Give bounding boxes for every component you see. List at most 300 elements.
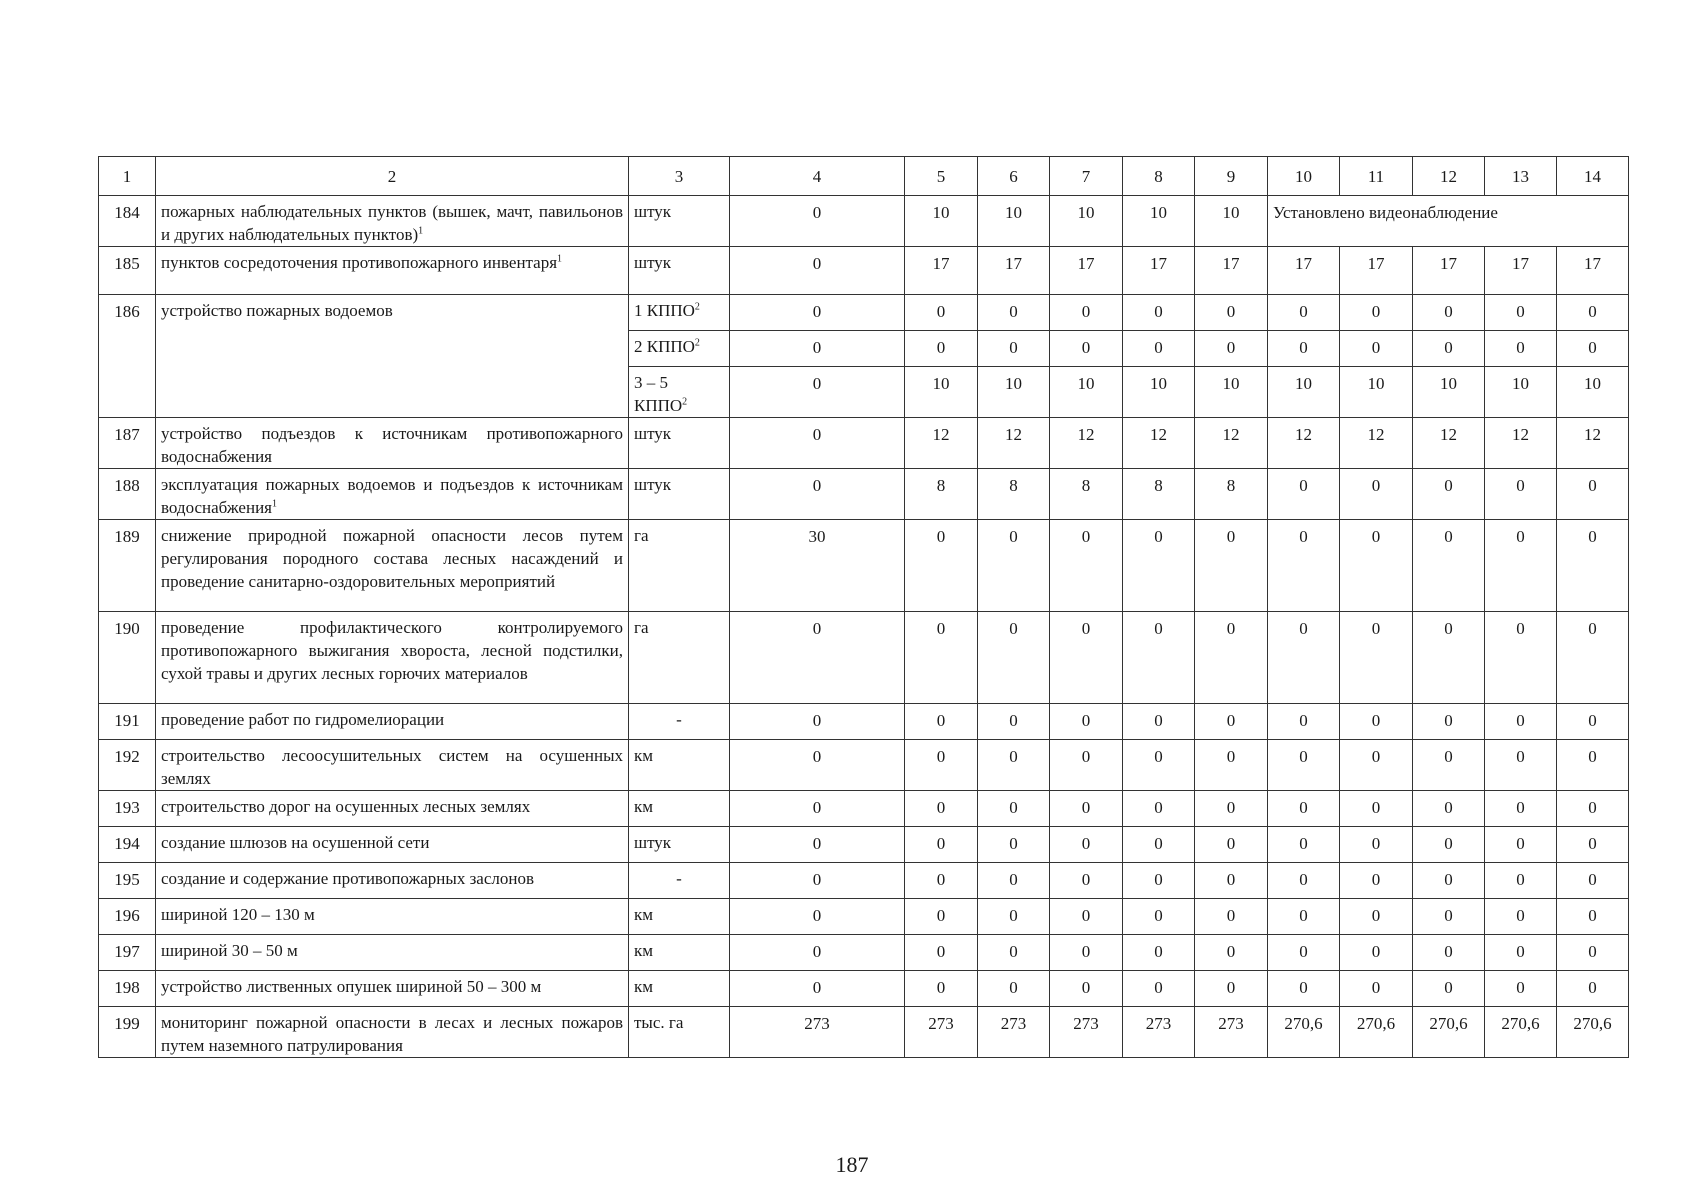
value-cell: 0	[1557, 331, 1629, 367]
value-cell: 270,6	[1340, 1007, 1413, 1058]
value-cell: 0	[1123, 331, 1195, 367]
value-cell: 17	[1413, 247, 1485, 295]
value-cell: 0	[1195, 971, 1268, 1007]
unit-cell	[629, 704, 730, 740]
row-name	[156, 704, 629, 740]
value-cell: 0	[1123, 935, 1195, 971]
row-name	[156, 196, 629, 247]
value-cell: 0	[730, 863, 905, 899]
unit-cell	[629, 520, 730, 612]
unit-text: штук	[634, 202, 672, 221]
table-row	[99, 612, 1629, 704]
value-cell: 273	[1195, 1007, 1268, 1058]
value-cell: 0	[1050, 295, 1123, 331]
unit-cell	[629, 418, 730, 469]
row-number: 187	[99, 418, 156, 469]
header-cell-5: 5	[905, 157, 978, 196]
row-name-text: строительство лесоосушительных систем на осушенных землях	[161, 746, 623, 788]
row-name-text: пожарных наблюдательных пунктов (вышек, мачт, павильонов и других наблюдательных пунктов)	[161, 202, 623, 244]
table-row	[99, 899, 1629, 935]
value-cell: 10	[978, 196, 1050, 247]
value-cell: 273	[1123, 1007, 1195, 1058]
value-cell: 0	[1557, 520, 1629, 612]
table-row	[99, 704, 1629, 740]
value-cell: 0	[1413, 520, 1485, 612]
value-cell: 0	[1413, 295, 1485, 331]
unit-cell	[629, 612, 730, 704]
unit-text: 1 КППО	[634, 301, 695, 320]
value-cell: 10	[978, 367, 1050, 418]
value-cell: 0	[978, 520, 1050, 612]
value-cell: 17	[1340, 247, 1413, 295]
row-number: 197	[99, 935, 156, 971]
value-cell: 0	[730, 827, 905, 863]
value-cell: 0	[1050, 740, 1123, 791]
value-cell: 0	[905, 295, 978, 331]
value-cell: 0	[730, 740, 905, 791]
header-cell-4: 4	[730, 157, 905, 196]
value-cell: 17	[1268, 247, 1340, 295]
value-cell: 0	[730, 418, 905, 469]
value-cell: 0	[1485, 935, 1557, 971]
value-cell: 10	[1050, 196, 1123, 247]
value-cell: 12	[1413, 418, 1485, 469]
value-cell: 0	[1485, 331, 1557, 367]
table-container	[98, 156, 1628, 1058]
value-cell: 10	[1123, 196, 1195, 247]
unit-cell	[629, 196, 730, 247]
value-cell: 0	[730, 612, 905, 704]
value-cell: 12	[1050, 418, 1123, 469]
row-name-text: создание шлюзов на осушенной сети	[161, 833, 430, 852]
value-cell: 0	[905, 740, 978, 791]
row-name	[156, 863, 629, 899]
header-cell-6: 6	[978, 157, 1050, 196]
note-cell: Установлено видеонаблюдение	[1268, 196, 1629, 247]
value-cell: 0	[1050, 827, 1123, 863]
row-name	[156, 295, 629, 418]
value-cell: 0	[1485, 740, 1557, 791]
value-cell: 0	[1413, 331, 1485, 367]
value-cell: 0	[1195, 612, 1268, 704]
value-cell: 0	[978, 740, 1050, 791]
unit-text: га	[634, 526, 649, 545]
value-cell: 0	[1123, 740, 1195, 791]
unit-cell	[629, 971, 730, 1007]
row-name	[156, 1007, 629, 1058]
value-cell: 270,6	[1557, 1007, 1629, 1058]
value-cell: 0	[1340, 827, 1413, 863]
value-cell: 0	[730, 469, 905, 520]
unit-text: км	[634, 797, 654, 816]
row-name	[156, 899, 629, 935]
table-row	[99, 740, 1629, 791]
unit-cell	[629, 899, 730, 935]
unit-cell	[629, 863, 730, 899]
value-cell: 0	[1340, 971, 1413, 1007]
table-row	[99, 1007, 1629, 1058]
value-cell: 0	[730, 791, 905, 827]
value-cell: 0	[1050, 863, 1123, 899]
value-cell: 0	[1123, 791, 1195, 827]
value-cell: 0	[1557, 704, 1629, 740]
unit-cell	[629, 331, 730, 367]
row-name-text: проведение работ по гидромелиорации	[161, 710, 445, 729]
value-cell: 0	[905, 863, 978, 899]
value-cell: 0	[1268, 520, 1340, 612]
unit-cell	[629, 247, 730, 295]
value-cell: 0	[1340, 704, 1413, 740]
value-cell: 0	[1195, 520, 1268, 612]
row-number: 198	[99, 971, 156, 1007]
value-cell: 0	[1413, 704, 1485, 740]
value-cell: 273	[905, 1007, 978, 1058]
value-cell: 0	[1485, 863, 1557, 899]
footnote-mark: 1	[557, 253, 563, 265]
value-cell: 12	[1340, 418, 1413, 469]
table-row	[99, 935, 1629, 971]
value-cell: 0	[1340, 740, 1413, 791]
value-cell: 0	[1050, 520, 1123, 612]
value-cell: 17	[1557, 247, 1629, 295]
value-cell: 0	[1340, 612, 1413, 704]
value-cell: 0	[1413, 863, 1485, 899]
value-cell: 12	[1485, 418, 1557, 469]
value-cell: 0	[978, 295, 1050, 331]
value-cell: 0	[1340, 899, 1413, 935]
footnote-mark: 2	[694, 301, 700, 313]
value-cell: 0	[1557, 740, 1629, 791]
row-name	[156, 791, 629, 827]
header-cell-10: 10	[1268, 157, 1340, 196]
value-cell: 12	[1557, 418, 1629, 469]
row-name-text: строительство дорог на осушенных лесных землях	[161, 797, 531, 816]
value-cell: 0	[1050, 899, 1123, 935]
value-cell: 0	[1123, 863, 1195, 899]
row-name-text: создание и содержание противопожарных заслонов	[161, 869, 534, 888]
value-cell: 0	[978, 899, 1050, 935]
value-cell: 270,6	[1485, 1007, 1557, 1058]
value-cell: 0	[1485, 827, 1557, 863]
footnote-mark: 1	[418, 225, 424, 237]
row-number: 195	[99, 863, 156, 899]
value-cell: 10	[905, 367, 978, 418]
value-cell: 0	[1123, 971, 1195, 1007]
header-row	[99, 157, 1629, 196]
value-cell: 0	[905, 935, 978, 971]
value-cell: 10	[1195, 196, 1268, 247]
unit-text: штук	[634, 424, 672, 443]
row-name-text: пунктов сосредоточения противопожарного инвентаря	[161, 253, 558, 272]
row-name-text: шириной 30 – 50 м	[161, 941, 298, 960]
value-cell: 0	[1340, 331, 1413, 367]
row-name	[156, 418, 629, 469]
value-cell: 0	[1413, 469, 1485, 520]
unit-cell	[629, 1007, 730, 1058]
value-cell: 10	[1557, 367, 1629, 418]
unit-cell	[629, 295, 730, 331]
unit-text: 2 КППО	[634, 337, 695, 356]
value-cell: 0	[1340, 791, 1413, 827]
value-cell: 30	[730, 520, 905, 612]
value-cell: 0	[978, 791, 1050, 827]
value-cell: 0	[1195, 704, 1268, 740]
value-cell: 0	[1413, 791, 1485, 827]
unit-text: га	[634, 618, 649, 637]
value-cell: 0	[1557, 295, 1629, 331]
value-cell: 0	[730, 971, 905, 1007]
value-cell: 12	[978, 418, 1050, 469]
value-cell: 0	[1268, 612, 1340, 704]
value-cell: 0	[1050, 704, 1123, 740]
value-cell: 273	[1050, 1007, 1123, 1058]
value-cell: 0	[978, 704, 1050, 740]
value-cell: 0	[1268, 331, 1340, 367]
header-cell-7: 7	[1050, 157, 1123, 196]
unit-cell	[629, 367, 730, 418]
table-row	[99, 469, 1629, 520]
table-row	[99, 971, 1629, 1007]
row-name-text: мониторинг пожарной опасности в лесах и лесных пожаров путем наземного патрулирования	[161, 1013, 623, 1055]
table-row	[99, 827, 1629, 863]
unit-text: тыс. га	[634, 1013, 684, 1032]
value-cell: 0	[1485, 469, 1557, 520]
value-cell: 0	[1413, 740, 1485, 791]
value-cell: 0	[1195, 899, 1268, 935]
value-cell: 0	[730, 367, 905, 418]
value-cell: 273	[730, 1007, 905, 1058]
value-cell: 10	[1340, 367, 1413, 418]
row-number: 190	[99, 612, 156, 704]
unit-text: -	[676, 869, 682, 888]
value-cell: 0	[1485, 520, 1557, 612]
value-cell: 0	[1123, 295, 1195, 331]
row-name-text: устройство лиственных опушек шириной 50 – 300 м	[161, 977, 542, 996]
table-row	[99, 247, 1629, 295]
value-cell: 0	[905, 331, 978, 367]
value-cell: 0	[1195, 740, 1268, 791]
value-cell: 0	[1268, 971, 1340, 1007]
value-cell: 0	[1123, 899, 1195, 935]
value-cell: 0	[1195, 791, 1268, 827]
value-cell: 270,6	[1413, 1007, 1485, 1058]
value-cell: 0	[1557, 827, 1629, 863]
row-name-text: проведение профилактического контролируемого противопожарного выжигания хвороста, лесной подстилки, сухой травы и других лесных горючих материалов	[161, 618, 623, 683]
row-number: 186	[99, 295, 156, 418]
value-cell: 0	[1557, 899, 1629, 935]
value-cell: 12	[905, 418, 978, 469]
value-cell: 17	[905, 247, 978, 295]
value-cell: 0	[978, 612, 1050, 704]
value-cell: 12	[1268, 418, 1340, 469]
value-cell: 0	[978, 827, 1050, 863]
page-number: 187	[835, 1152, 869, 1177]
value-cell: 0	[1340, 469, 1413, 520]
value-cell: 0	[1123, 827, 1195, 863]
value-cell: 8	[978, 469, 1050, 520]
value-cell: 0	[1557, 469, 1629, 520]
value-cell: 0	[1413, 827, 1485, 863]
value-cell: 0	[1340, 520, 1413, 612]
value-cell: 0	[1268, 704, 1340, 740]
row-name	[156, 520, 629, 612]
row-number: 188	[99, 469, 156, 520]
value-cell: 10	[1485, 367, 1557, 418]
value-cell: 0	[1195, 331, 1268, 367]
row-name	[156, 612, 629, 704]
table-row	[99, 863, 1629, 899]
unit-text: штук	[634, 833, 672, 852]
row-number: 191	[99, 704, 156, 740]
unit-text: штук	[634, 253, 672, 272]
value-cell: 0	[730, 196, 905, 247]
value-cell: 0	[1050, 935, 1123, 971]
value-cell: 10	[1123, 367, 1195, 418]
header-cell-12: 12	[1413, 157, 1485, 196]
value-cell: 17	[978, 247, 1050, 295]
row-name-text: эксплуатация пожарных водоемов и подъездов к источникам водоснабжения	[161, 475, 623, 517]
unit-cell	[629, 740, 730, 791]
footnote-mark: 2	[694, 337, 700, 349]
value-cell: 0	[1340, 295, 1413, 331]
value-cell: 12	[1123, 418, 1195, 469]
value-cell: 8	[905, 469, 978, 520]
table-row	[99, 295, 1629, 331]
value-cell: 0	[1557, 791, 1629, 827]
value-cell: 273	[978, 1007, 1050, 1058]
value-cell: 0	[1268, 863, 1340, 899]
value-cell: 0	[905, 971, 978, 1007]
header-cell-1: 1	[99, 157, 156, 196]
unit-cell	[629, 935, 730, 971]
value-cell: 17	[1195, 247, 1268, 295]
unit-text: км	[634, 977, 654, 996]
unit-text: км	[634, 941, 654, 960]
value-cell: 0	[1195, 295, 1268, 331]
value-cell: 0	[1195, 827, 1268, 863]
value-cell: 0	[1050, 612, 1123, 704]
value-cell: 0	[1123, 612, 1195, 704]
value-cell: 0	[1050, 971, 1123, 1007]
value-cell: 0	[978, 331, 1050, 367]
value-cell: 0	[905, 899, 978, 935]
value-cell: 17	[1485, 247, 1557, 295]
row-number: 192	[99, 740, 156, 791]
table-row	[99, 196, 1629, 247]
value-cell: 0	[1050, 331, 1123, 367]
value-cell: 0	[1268, 469, 1340, 520]
row-name-text: устройство пожарных водоемов	[161, 301, 393, 320]
value-cell: 10	[1268, 367, 1340, 418]
header-cell-9: 9	[1195, 157, 1268, 196]
value-cell: 0	[730, 247, 905, 295]
value-cell: 0	[1268, 827, 1340, 863]
header-cell-3: 3	[629, 157, 730, 196]
row-number: 189	[99, 520, 156, 612]
value-cell: 0	[1413, 935, 1485, 971]
value-cell: 0	[905, 520, 978, 612]
value-cell: 0	[730, 704, 905, 740]
value-cell: 0	[905, 612, 978, 704]
value-cell: 0	[905, 827, 978, 863]
unit-text: км	[634, 905, 654, 924]
footnote-mark: 1	[272, 498, 277, 510]
value-cell: 0	[1413, 971, 1485, 1007]
value-cell: 0	[1268, 899, 1340, 935]
value-cell: 10	[1195, 367, 1268, 418]
value-cell: 0	[1413, 899, 1485, 935]
row-number: 196	[99, 899, 156, 935]
value-cell: 0	[905, 791, 978, 827]
row-name-text: снижение природной пожарной опасности лесов путем регулирования породного состава лесных насаждений и проведение санитарно-оздоровительных мероприятий	[161, 526, 623, 591]
value-cell: 0	[1268, 791, 1340, 827]
value-cell: 0	[1195, 935, 1268, 971]
table-row	[99, 418, 1629, 469]
value-cell: 0	[1485, 899, 1557, 935]
table-row	[99, 520, 1629, 612]
unit-text: -	[676, 710, 682, 729]
unit-text: км	[634, 746, 654, 765]
value-cell: 270,6	[1268, 1007, 1340, 1058]
value-cell: 0	[1123, 704, 1195, 740]
unit-text: штук	[634, 475, 672, 494]
value-cell: 0	[1123, 520, 1195, 612]
value-cell: 0	[1485, 971, 1557, 1007]
value-cell: 0	[1413, 612, 1485, 704]
value-cell: 8	[1123, 469, 1195, 520]
value-cell: 0	[730, 331, 905, 367]
value-cell: 10	[1413, 367, 1485, 418]
value-cell: 10	[1050, 367, 1123, 418]
value-cell: 8	[1195, 469, 1268, 520]
fire-safety-table	[98, 156, 1629, 1058]
row-number: 184	[99, 196, 156, 247]
value-cell: 12	[1195, 418, 1268, 469]
row-name-text: шириной 120 – 130 м	[161, 905, 315, 924]
value-cell: 0	[1050, 791, 1123, 827]
value-cell: 0	[730, 935, 905, 971]
value-cell: 0	[1557, 935, 1629, 971]
value-cell: 0	[1268, 740, 1340, 791]
row-name	[156, 827, 629, 863]
value-cell: 0	[1557, 612, 1629, 704]
row-name	[156, 469, 629, 520]
value-cell: 0	[978, 935, 1050, 971]
row-name	[156, 935, 629, 971]
header-cell-14: 14	[1557, 157, 1629, 196]
value-cell: 0	[1557, 863, 1629, 899]
value-cell: 0	[1485, 612, 1557, 704]
row-name-text: устройство подъездов к источникам противопожарного водоснабжения	[161, 424, 623, 466]
value-cell: 0	[730, 899, 905, 935]
value-cell: 0	[978, 971, 1050, 1007]
value-cell: 17	[1123, 247, 1195, 295]
value-cell: 0	[1195, 863, 1268, 899]
header-cell-13: 13	[1485, 157, 1557, 196]
value-cell: 0	[905, 704, 978, 740]
value-cell: 10	[905, 196, 978, 247]
unit-cell	[629, 469, 730, 520]
header-cell-11: 11	[1340, 157, 1413, 196]
row-number: 199	[99, 1007, 156, 1058]
footnote-mark: 2	[682, 396, 688, 408]
row-number: 193	[99, 791, 156, 827]
header-cell-2: 2	[156, 157, 629, 196]
row-number: 185	[99, 247, 156, 295]
row-name	[156, 247, 629, 295]
unit-cell	[629, 827, 730, 863]
row-name	[156, 971, 629, 1007]
